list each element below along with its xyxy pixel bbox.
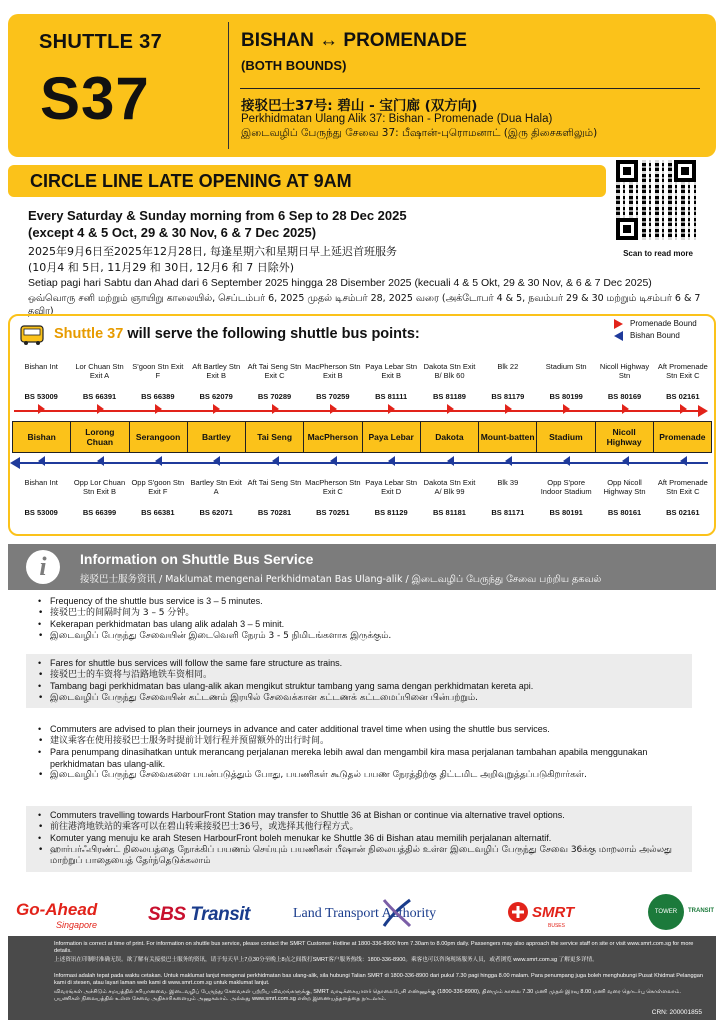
station-cell: Promenade [659,432,706,442]
info-item: • Tambang bagi perkhidmatan bas ulang-alik akan mengikut struktur tambang yang sama dengan perkhidmatan kereta api. [38,681,692,693]
route-heading-text: will serve the following shuttle bus points: [123,326,420,342]
bus-stop-code: BS 66381 [141,508,175,517]
bishan-bound-tick-icon [447,456,454,466]
route-heading [54,326,420,342]
route-title-chinese: 接驳巴士37号: 碧山 - 宝门廊 (双方向) [241,98,478,114]
go-ahead-logo-sub: Singapore [56,920,98,930]
info-icon: i [26,550,60,584]
legend-bishan-bound: Bishan Bound [612,330,697,342]
bus-stop-name: Lor Chuan Stn Exit A [75,362,124,380]
bus-stop-name: Dakota Stn Exit B/ Blk 60 [423,362,476,380]
station-cell: Nicoll Highway [596,422,654,452]
bishan-bound-tick-icon [38,456,45,466]
info-frequency [28,592,694,646]
promenade-bound-tick-icon [505,404,512,414]
bus-stop-name: MacPherson Stn Exit C [305,478,361,496]
station-cell: Bishan [13,422,71,452]
go-ahead-logo: Go-Ahead [16,900,98,919]
promenade-bound-tick-icon [680,404,687,414]
red-arrow-icon [614,319,623,329]
bus-stop-name: S'goon Stn Exit F [132,362,184,380]
station-cell: Serangoon [130,422,188,452]
bus-stop-name: Stadium Stn [545,362,587,371]
bishan-bound-tick-icon [563,456,570,466]
header-panel [8,14,716,157]
bus-stop-code: BS 66389 [141,392,175,401]
bus-stop-code: BS 80169 [607,392,642,401]
promenade-bound-tick-icon [38,404,45,414]
promenade-bound-tick-icon [622,404,629,414]
bishan-bound-tick-icon [155,456,162,466]
info-item: • 建议乘客在使用接驳巴士服务时提前计划行程并预留额外的出行时间。 [38,736,694,748]
info-title: Information on Shuttle Bus Service [80,551,314,567]
info-item: • Kekerapan perkhidmatan bas ulang alik adalah 3 – 5 minit. [38,619,694,631]
bus-stop-icon [18,324,46,346]
bus-stop-name: Blk 39 [497,478,519,487]
bus-stop-name: Nicoll Highway Stn [599,362,650,380]
header-rule [240,88,700,89]
bus-stop-name: Aft Promenade Stn Exit C [657,478,708,496]
promenade-bound-tick-icon [272,404,279,414]
info-item: • Para penumpang dinasihatkan untuk merancang perjalanan mereka lebih awal dan mengambil kira masa perjalanan tambahan apabila menggunakan perkhidmatan bas ulang-alik. [38,747,694,770]
promenade-bound-tick-icon [388,404,395,414]
shuttle-label: SHUTTLE 37 [39,31,163,53]
schedule-chinese-line2: (10月4 和 5日, 11月29 和 30日, 12月6 和 7 日除外) [28,261,295,274]
info-item: • இடைவழிப் பேருந்து சேவைகளை பயன்படுத்தும் போது, பயணிகள் கூடுதல் பயண நேரத்திற்கு திட்டமிட அறிவுறுத்தப்படுகிறார்கள். [38,770,694,782]
bishan-bound-tick-icon [622,456,629,466]
bus-stop-name: Aft Bartley Stn Exit B [192,362,241,380]
route-title-malay: Perkhidmatan Ulang Alik 37: Bishan - Promenade (Dua Hala) [241,113,553,125]
qr-finder-icon [616,218,638,240]
bishan-bound-tick-icon [680,456,687,466]
bishan-bound-tick-icon [330,456,337,466]
blue-arrow-icon [614,331,623,341]
schedule-malay: Setiap pagi hari Sabtu dan Ahad dari 6 September 2025 hingga 28 Disember 2025 (kecuali 4 & 5 Okt, 29 & 30 Nov, & 6 & 7 Dec 2025) [28,277,652,289]
bus-stop-name: Blk 22 [497,362,519,371]
bus-stop-code: BS 70251 [316,508,350,517]
bus-stop-code: BS 62071 [199,508,233,517]
bus-stop-code: BS 80199 [549,392,583,401]
bus-stop-code: BS 66399 [82,508,117,517]
info-item: • ஹார்பர்ஃபிரண்ட் நிலையத்தை நோக்கிப் பயணம் செய்யும் பயணிகள் பீஷான் நிலையத்தில் உள்ள இடைவழிப் பேருந்து சேவை 36க்கு மாறலாம் அல்லது மாற்றுப் பாதையைத் தேர்ந்தெடுக்கலாம் [38,845,692,868]
bus-stop-code: BS 81181 [433,508,466,517]
info-planning [28,720,694,786]
smrt-logo [506,898,576,930]
route-title-tamil: இடைவழிப் பேருந்து சேவை 37: பீஷான்-புரொமனாட் (இரு திசைகளிலும்) [241,127,598,139]
station-cell: Bartley [188,422,246,452]
bishan-bound-tick-icon [213,456,220,466]
info-item: • 接驳巴士的车资将与沿路地铁车资相同。 [38,670,692,682]
bus-stop-code: BS 80191 [549,508,583,517]
late-opening-banner [8,165,606,197]
bus-stop-code: BS 53009 [24,508,58,517]
info-item: • Commuters travelling towards HarbourFront Station may transfer to Shuttle 36 at Bishan or continue via alternative travel options. [38,810,692,822]
station-strip [12,421,712,453]
info-item: • Komuter yang menuju ke arah Stesen HarbourFront boleh menukar ke Shuttle 36 di Bishan atau memilih perjalanan alternatif. [38,833,692,845]
info-item: • Fares for shuttle bus services will follow the same fare structure as trains. [38,658,692,670]
bus-stop-code: BS 66391 [82,392,117,401]
route-heading-shuttle: Shuttle 37 [54,326,124,342]
bus-stop-name: Aft Tai Seng Stn [247,478,302,487]
direction-legend [612,318,697,342]
bus-stop-name: Opp Nicoll Highway Stn [603,478,646,496]
info-item: • இடைவழிப் பேருந்து சேவையின் இடைவெளி நேரம் 3 - 5 நிமிடங்களாக இருக்கும். [38,631,694,643]
station-cell: Dakota [421,422,479,452]
smrt-logo-sub: BUSES [548,923,565,929]
footer-english: Information is correct at time of print. For information on shuttle bus service, please contact the SMRT Customer Hotline at 1800-336-8900 from 7.30am to 8.00pm daily. Passengers may also approach the service staff on site or visit www.smrt.com.sg for more details. [54,941,694,954]
promenade-bound-tick-icon [97,404,104,414]
operator-logos [8,888,716,936]
promenade-bound-tick-icon [330,404,337,414]
bus-stop-name: Paya Lebar Stn Exit B [365,362,417,380]
footer-chinese: 上述资讯在印制时准确无误。欲了解有关接驳巴士服务的资讯，请于每天早上7点30分至晚上8点之间拨打SMRT客户服务热线：1800-336-8900。乘客也可以咨询现场服务人员，或者浏览 www.smrt.com.sg 了解更多详情。 [54,957,598,963]
bus-stop-code: BS 81189 [433,392,466,401]
qr-code[interactable] [616,160,696,240]
footer-tamil: விவரங்கள் அச்சிடும் சமயத்தில் சரியானவை. இடைவழிப் பேருந்து சேவைகள் பற்றிய விவரங்களுக்கு, SMRT வாடிக்கையாளர் தொலைபேசி எண்ணுக்கு (1800-336-8900), தினமும் காலை 7.30 மணி முதல் இரவு 8.00 மணி வரை தொடர்பு கொள்ளலாம். பயணிகள் நிலையத்தில் உள்ள சேவை அதிகாரிகளையும் அணுகலாம். அல்லது www.smrt.com.sg என்ற இணையத்தளத்தை நாடலாம். [54,989,681,1002]
bishan-bound-tick-icon [272,456,279,466]
info-item: • Frequency of the shuttle bus service is 3 – 5 minutes. [38,596,694,608]
banner-text: CIRCLE LINE LATE OPENING AT 9AM [30,171,352,191]
legend-promenade-bound: Promenade Bound [612,318,697,330]
route-bounds: (BOTH BOUNDS) [241,58,347,73]
footer-malay: Informasi adalah tepat pada waktu cetakan. Untuk maklumat lanjut mengenai perkhidmatan bas ulang-alik, sila hubungi Talian SMRT di 1800-336-8900 dari pukul 7.30 pagi hingga 8.00 malam. Para penumpang juga boleh menghubungi Pusat Khidmat Pelanggan kami di stesen, atau layari laman web kami di www.smrt.com.sg untuk maklumat lanjut. [54,973,703,986]
station-cell: Lorong Chuan [71,422,129,452]
promenade-bound-tick-icon [213,404,220,414]
station-cell: MacPherson [304,422,362,452]
bus-stop-name: Aft Promenade Stn Exit C [657,362,708,380]
bishan-bound-tick-icon [388,456,395,466]
bus-stop-name: Bishan Int [24,362,58,371]
schedule-tamil: ஒவ்வொரு சனி மற்றும் ஞாயிறு காலையில், செப்டம்பர் 6, 2025 முதல் டிசம்பர் 28, 2025 வரை (அக்டோபர் 4 & 5, நவம்பர் 29 & 30 மற்றும் டிசம்பர் 6 & 7 தவிர) [28,293,701,317]
lta-emblem-icon [380,896,414,930]
bus-stop-name: Opp Lor Chuan Stn Exit B [73,478,126,496]
info-item: • Commuters are advised to plan their journeys in advance and cater additional travel time when using the shuttle bus services. [38,724,694,736]
bus-stop-name: MacPherson Stn Exit B [305,362,361,380]
qr-finder-icon [616,160,638,182]
bus-stop-name: Bartley Stn Exit A [190,478,242,496]
schedule-english-line1: Every Saturday & Sunday morning from 6 Sep to 28 Dec 2025 [28,208,407,223]
footer-crn: CRN: 200001855 [651,1009,702,1016]
info-item: • 前往港湾地铁站的乘客可以在碧山转乘接驳巴士36号，或选择其他行程方式。 [38,822,692,834]
header-divider [228,22,229,149]
bishan-bound-tick-icon [505,456,512,466]
info-harbourfront [26,806,692,872]
bus-stop-code: BS 02161 [666,392,700,401]
info-item: • இடைவழிப் பேருந்து சேவையின் கட்டணம் இரயில் சேவைக்கான கட்டணக் கட்டமைப்பினை பின்பற்றும். [38,693,692,705]
bus-stop-name: Opp S'pore Indoor Stadium [540,478,592,496]
bus-stop-code: BS 70259 [316,392,350,401]
station-cell: Mount-batten [479,422,537,452]
info-subtitle: 接驳巴士服务资讯 / Maklumat mengenai Perkhidmatan Bas Ulang-alik / இடைவழிப் பேருந்து சேவை பற்றிய தகவல் [80,574,602,585]
bus-stop-code: BS 70289 [257,392,292,401]
bus-stop-code: BS 02161 [666,508,700,517]
bus-stop-name: Dakota Stn Exit A/ Blk 99 [423,478,476,496]
bus-stop-code: BS 81179 [491,392,525,401]
bus-stop-code: BS 80161 [607,508,642,517]
tower-transit-text: TRANSIT [688,908,714,914]
smrt-logo-text: SMRT [532,904,575,921]
promenade-bound-tick-icon [447,404,454,414]
bus-stop-code: BS 70281 [257,508,292,517]
sbs-transit-logo: SBS Transit [148,904,250,925]
bishan-bound-tick-icon [97,456,104,466]
bus-stop-name: Aft Tai Seng Stn Exit C [247,362,302,380]
bus-stop-code: BS 53009 [24,392,58,401]
bishan-bound-arrow [18,462,708,464]
station-cell: Stadium [537,422,595,452]
station-cell: Paya Lebar [363,422,421,452]
info-fares [26,654,692,708]
promenade-bound-arrow [14,410,706,412]
promenade-bound-tick-icon [563,404,570,414]
qr-finder-icon [674,160,696,182]
footer-disclaimer [8,936,716,1020]
route-title: BISHAN ↔ PROMENADE [241,30,467,51]
bus-stop-name: Paya Lebar Stn Exit D [365,478,417,496]
schedule-english-line2: (except 4 & 5 Oct, 29 & 30 Nov, 6 & 7 Dec 2025) [28,225,317,240]
info-item: • 接驳巴士的间隔时间为 3 – 5 分钟。 [38,608,694,620]
lta-logo: Land Transport Authority [293,906,437,921]
bus-stop-code: BS 62079 [199,392,233,401]
qr-caption: Scan to read more [623,249,693,258]
schedule-chinese-line1: 2025年9月6日至2025年12月28日, 每逢星期六和星期日早上延迟首班服务 [28,245,397,258]
bus-stop-code: BS 81129 [374,508,408,517]
station-cell: Tai Seng [246,422,304,452]
bus-stop-code: BS 81171 [491,508,525,517]
tower-transit-logo: TOWER [648,894,684,930]
bus-stop-name: Bishan Int [24,478,58,487]
bus-stop-code: BS 81111 [375,392,408,401]
bus-stop-name: Opp S'goon Stn Exit F [131,478,185,496]
shuttle-code: S37 [40,65,150,132]
promenade-bound-tick-icon [155,404,162,414]
